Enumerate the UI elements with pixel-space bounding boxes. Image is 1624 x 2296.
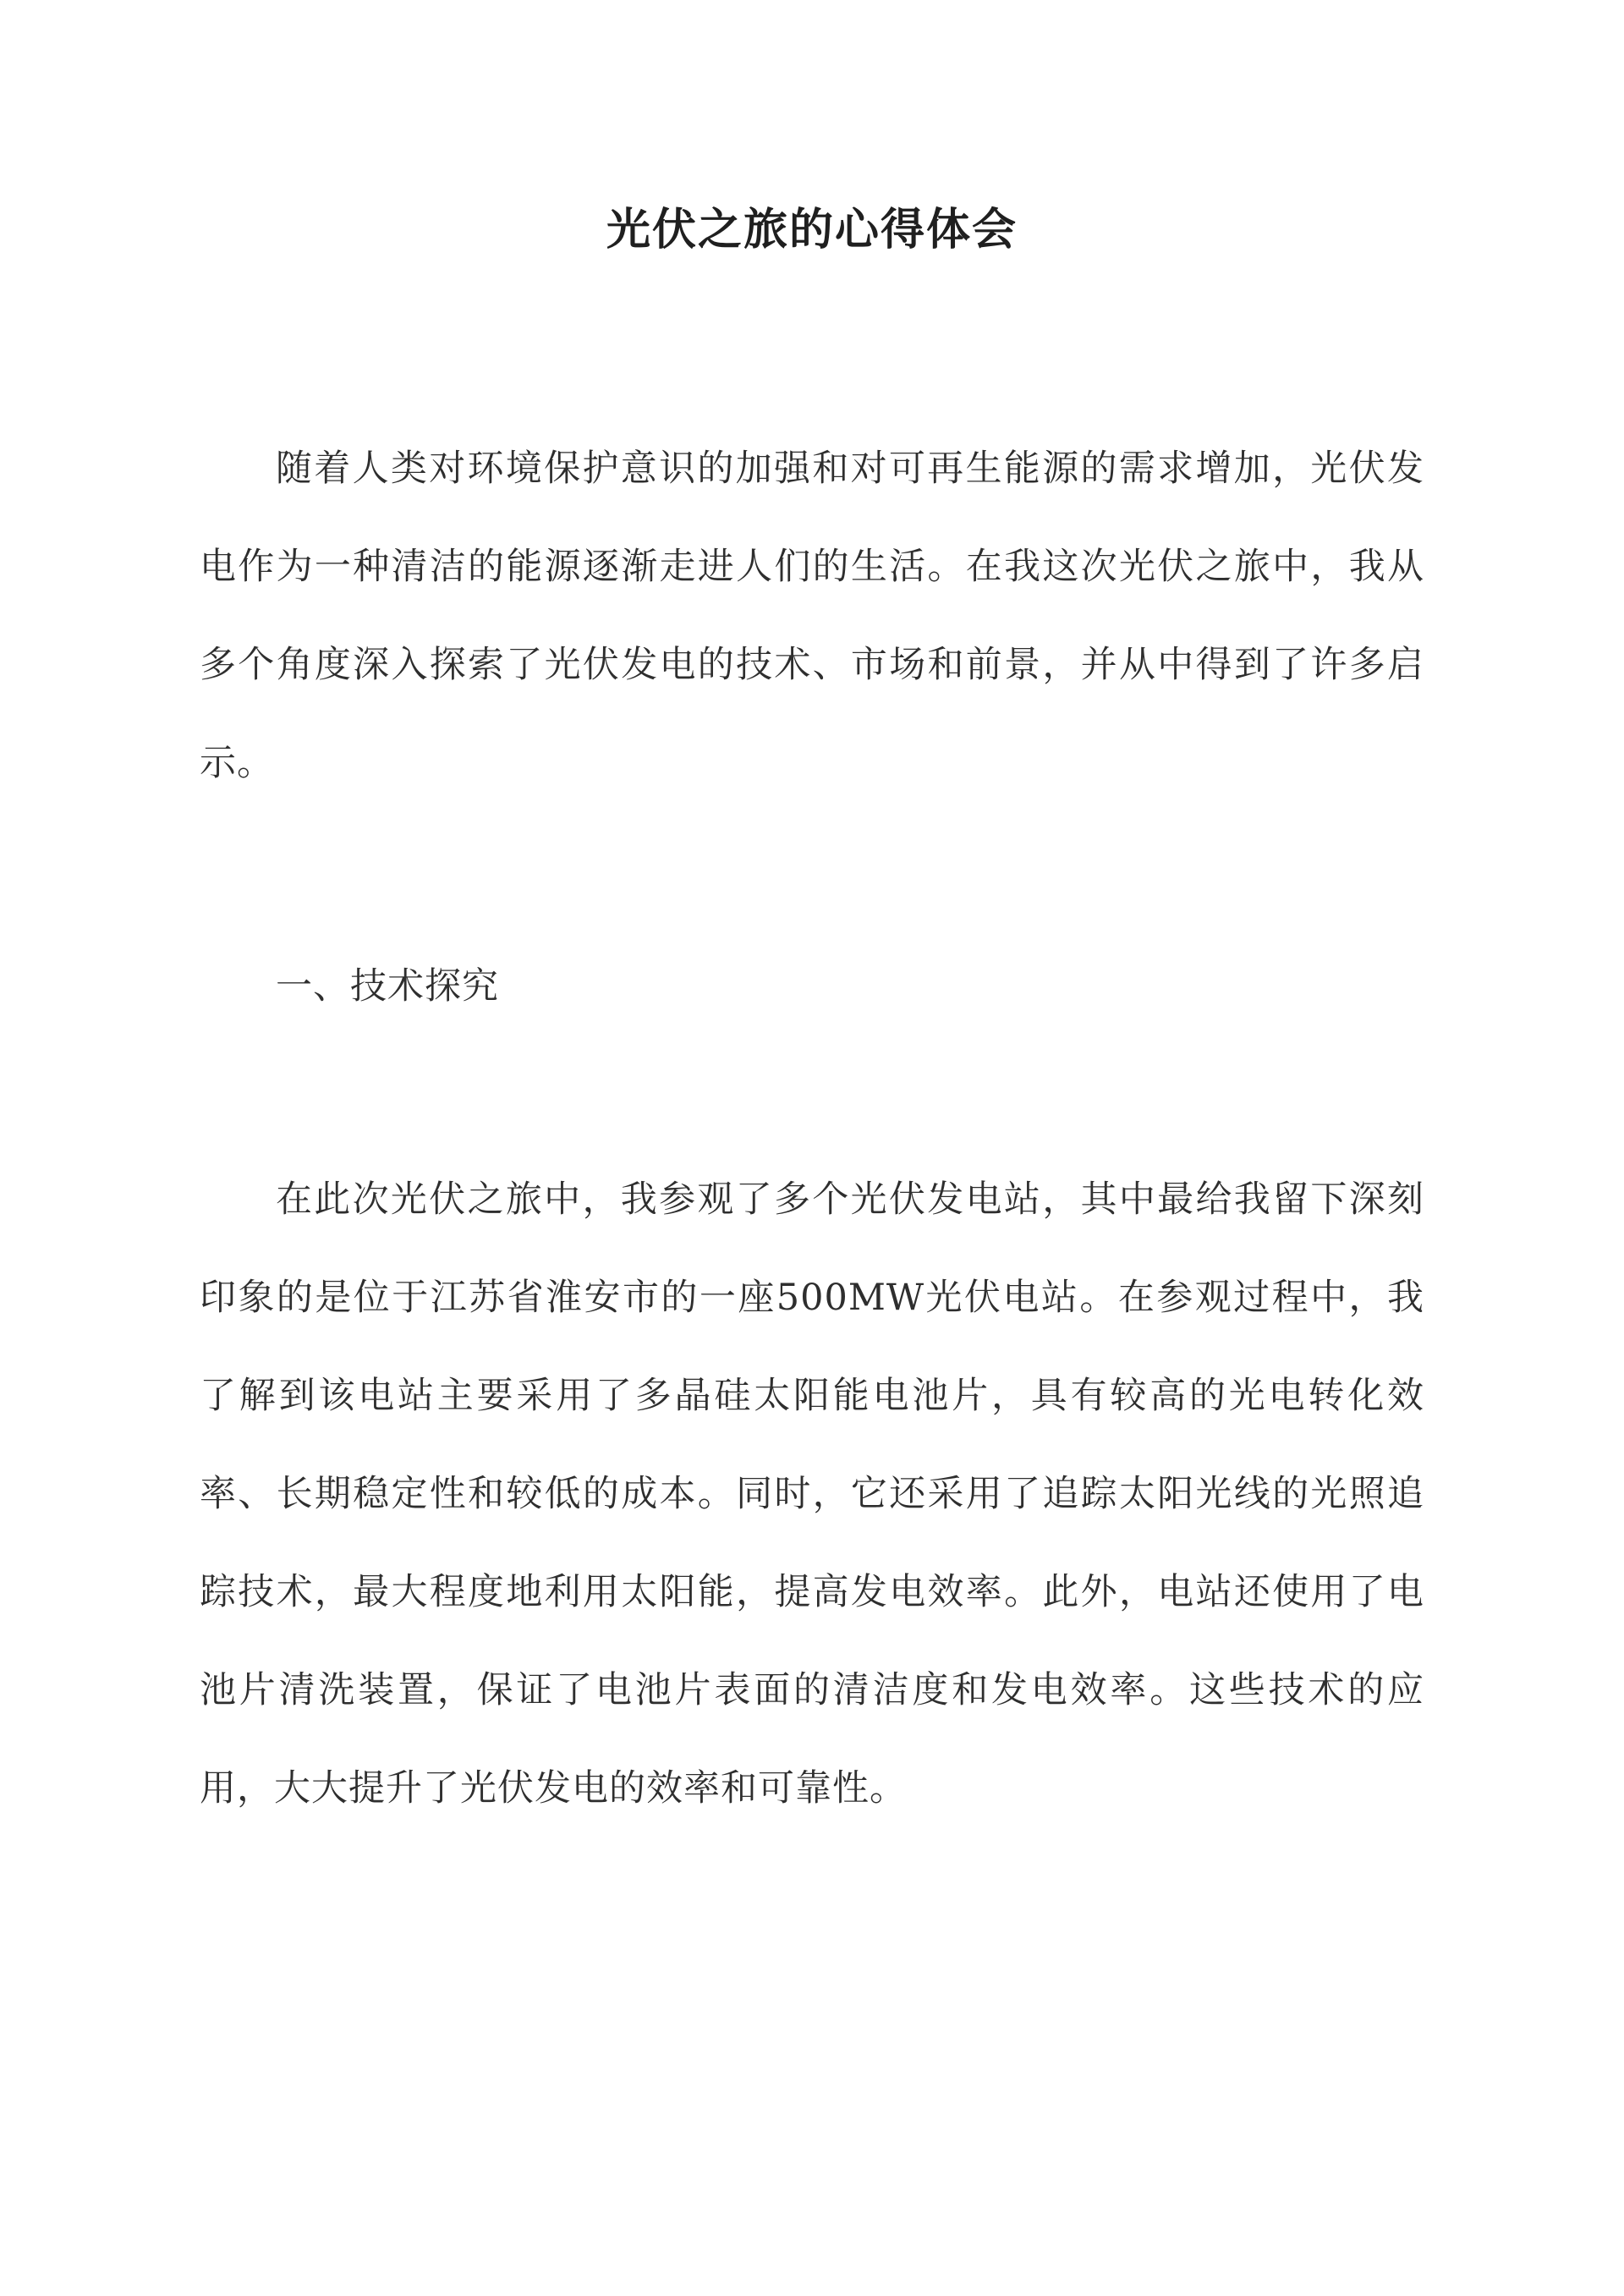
section-heading-technology: 一、技术探究 <box>276 965 499 1008</box>
intro-paragraph: 随着人类对环境保护意识的加强和对可再生能源的需求增加，光伏发电作为一种清洁的能源逐渐走进人们的生活。在我这次光伏之旅中，我从多个角度深入探索了光伏发电的技术、市场和前景，并从中得到了许多启示。 <box>200 448 1424 784</box>
document-title: 光伏之旅的心得体会 <box>606 204 1018 255</box>
section-body-technology: 在此次光伏之旅中，我参观了多个光伏发电站，其中最给我留下深刻印象的是位于江苏省淮安市的一座500MW光伏电站。在参观过程中，我了解到该电站主要采用了多晶硅太阳能电池片，具有较高的光电转化效率、长期稳定性和较低的成本。同时，它还采用了追踪太阳光线的光照追踪技术，最大程度地利用太阳能，提高发电效率。此外，电站还使用了电池片清洗装置，保证了电池片表面的清洁度和发电效率。这些技术的应用，大大提升了光伏发电的效率和可靠性。 <box>200 1178 1424 1810</box>
